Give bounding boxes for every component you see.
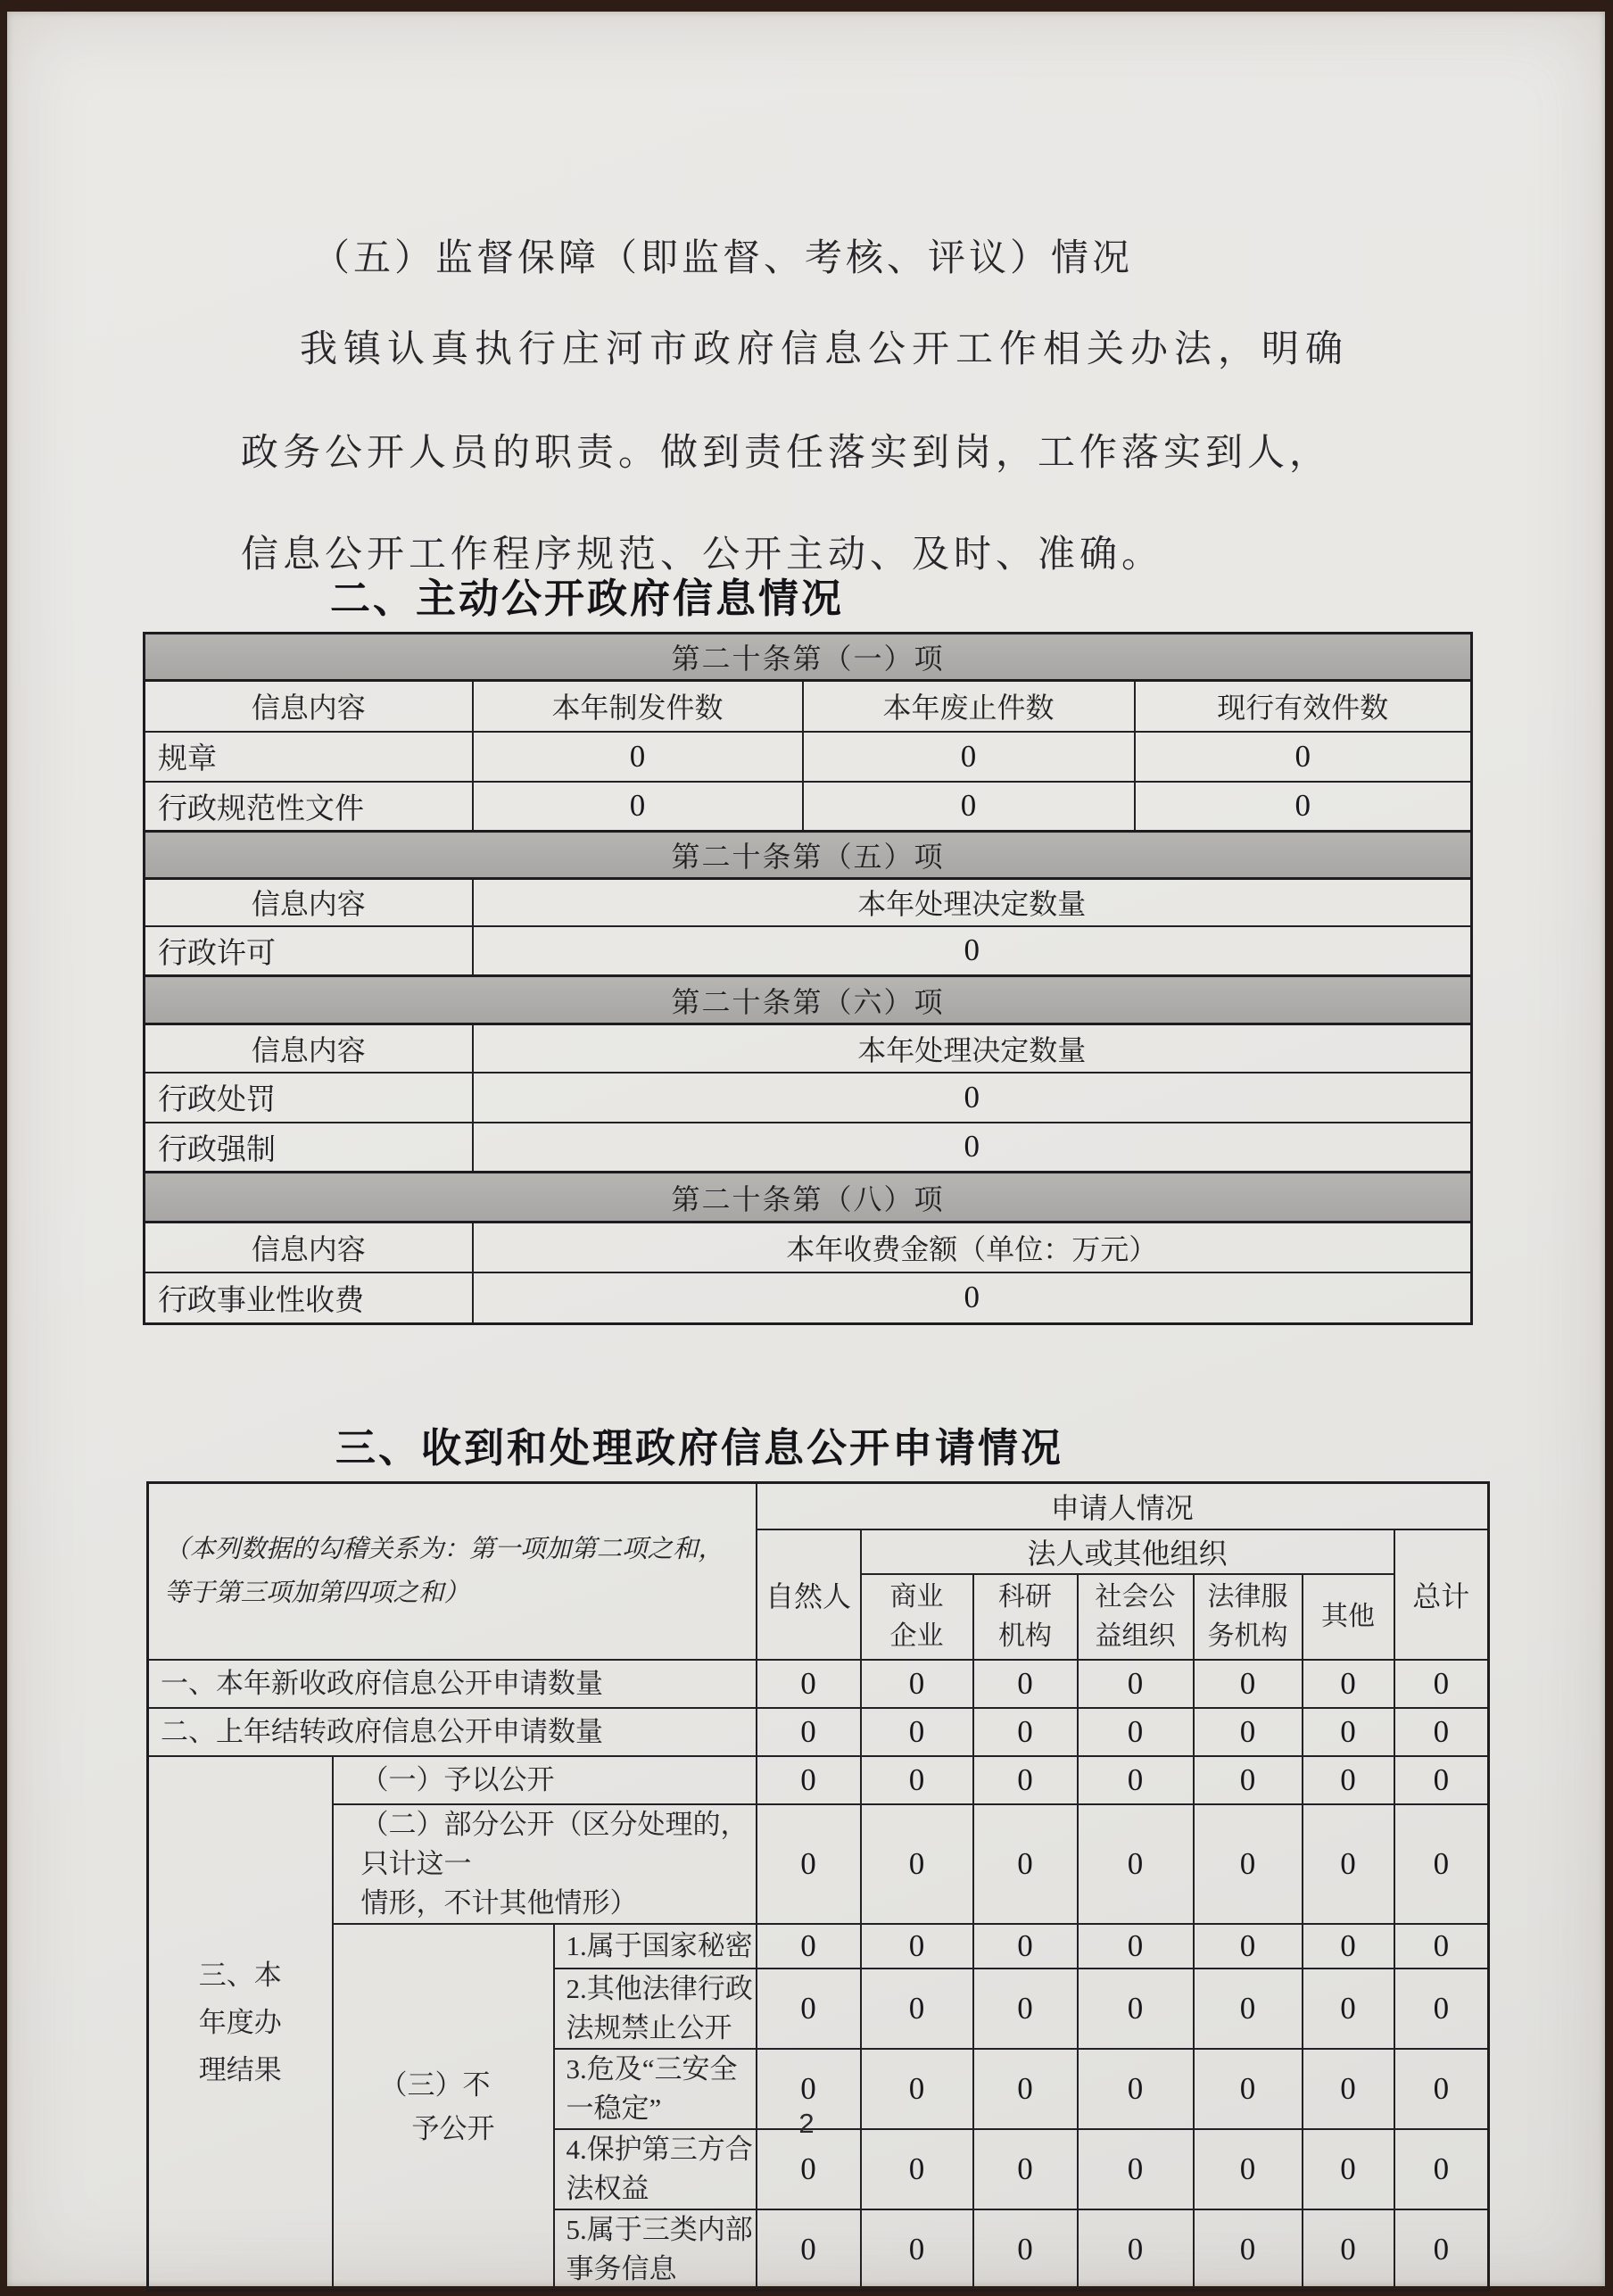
scanned-paper: [7, 12, 1605, 2286]
cell-value: 0: [861, 1924, 973, 1969]
cell-value: 0: [1394, 1969, 1489, 2049]
cell-value: 0: [1303, 1924, 1394, 1969]
cell-value: 0: [861, 2049, 973, 2129]
cell-value: 0: [1394, 1660, 1489, 1708]
cell-value: 0: [1135, 782, 1472, 832]
table-row: [145, 1123, 1472, 1173]
cell-value: 0: [1194, 1660, 1303, 1708]
table-row: [145, 1272, 1472, 1324]
cell-value: 0: [861, 1756, 973, 1804]
requests-table: [146, 1481, 1490, 2292]
cell-value: 0: [973, 1660, 1078, 1708]
intro-line: 我镇认真执行庄河市政府信息公开工作相关办法，明确: [300, 329, 1350, 370]
column-header: 本年处理决定数量: [473, 879, 1472, 926]
cell-value: 0: [1078, 1660, 1194, 1708]
cell-value: 0: [473, 1123, 1472, 1173]
header-line: 企业: [889, 1620, 944, 1651]
row-label: [333, 1804, 757, 1924]
table-row: [145, 976, 1472, 1024]
cell-value: 0: [973, 2129, 1078, 2209]
section-band-article20-1: 第二十条第（一）项: [145, 634, 1472, 681]
table-row: [148, 1756, 1489, 1804]
cell-value: 0: [861, 2209, 973, 2291]
header-line: 商业: [889, 1581, 944, 1612]
subgroup-label-line: 予公开: [411, 2112, 495, 2144]
cell-value: 0: [973, 1804, 1078, 1924]
table-row: [145, 926, 1472, 976]
table-row: [145, 634, 1472, 681]
cell-value: 0: [1194, 2049, 1303, 2129]
cell-value: 0: [973, 1969, 1078, 2049]
table-row: [148, 1483, 1489, 1529]
cell-value: 0: [803, 732, 1135, 782]
header-line: 社会公: [1095, 1581, 1176, 1612]
table-row: [145, 1173, 1472, 1223]
cell-value: 0: [861, 1804, 973, 1924]
cell-value: 0: [1135, 732, 1472, 782]
section-band-article20-8: 第二十条第（八）项: [145, 1173, 1472, 1223]
row-label: 规章: [145, 732, 473, 782]
cell-value: 0: [473, 782, 803, 832]
cell-value: 0: [473, 732, 803, 782]
cell-value: 0: [1194, 1756, 1303, 1804]
column-header-social-org: [1078, 1574, 1194, 1660]
intro-heading: （五）监督保障（即监督、考核、评议）情况: [312, 238, 1134, 279]
row-label: 2.其他法律行政法规禁止公开: [554, 1969, 757, 2049]
cell-value: 0: [973, 2049, 1078, 2129]
cell-value: 0: [973, 1756, 1078, 1804]
cell-value: 0: [803, 782, 1135, 832]
cell-value: 0: [1394, 1756, 1489, 1804]
section2-title: 二、主动公开政府信息情况: [330, 576, 845, 621]
cell-value: 0: [973, 2209, 1078, 2291]
table-row: [148, 1708, 1489, 1756]
intro-line: 信息公开工作程序规范、公开主动、及时、准确。: [241, 535, 1164, 576]
row-label: 行政规范性文件: [145, 782, 473, 832]
cell-value: 0: [1078, 1708, 1194, 1756]
column-header: 本年废止件数: [803, 681, 1135, 732]
row-label: 行政处罚: [145, 1073, 473, 1123]
table-row: [145, 1073, 1472, 1123]
cell-value: 0: [473, 1272, 1472, 1324]
subgroup-label-line: （三）不: [379, 2068, 491, 2101]
cell-value: 0: [757, 2049, 861, 2129]
group-label-line: 三、本: [198, 1960, 282, 1991]
cell-value: 0: [861, 1708, 973, 1756]
cell-value: 0: [757, 2209, 861, 2291]
cell-value: 0: [757, 1756, 861, 1804]
cell-value: 0: [1194, 1804, 1303, 1924]
cell-value: 0: [1303, 2049, 1394, 2129]
column-header: 信息内容: [145, 1223, 473, 1272]
section3-title: 三、收到和处理政府信息公开申请情况: [335, 1425, 1064, 1471]
applicant-header: 申请人情况: [757, 1483, 1489, 1529]
cell-value: 0: [1194, 2129, 1303, 2209]
table-row: [145, 1024, 1472, 1073]
cell-value: 0: [1394, 2129, 1489, 2209]
cell-value: 0: [1303, 1708, 1394, 1756]
cell-value: 0: [473, 1073, 1472, 1123]
cell-value: 0: [861, 1660, 973, 1708]
table-row: [145, 681, 1472, 732]
column-header-other: 其他: [1303, 1574, 1394, 1660]
table-row: [145, 1223, 1472, 1272]
table-row: [148, 1804, 1489, 1924]
cell-value: 0: [1078, 2049, 1194, 2129]
cell-value: 0: [1078, 1804, 1194, 1924]
cell-value: 0: [473, 926, 1472, 976]
cell-value: 0: [1394, 2049, 1489, 2129]
cell-value: 0: [1078, 1756, 1194, 1804]
table-row: [145, 782, 1472, 832]
cell-value: 0: [1394, 1708, 1489, 1756]
header-line: 法律服: [1207, 1581, 1288, 1612]
column-header: 信息内容: [145, 879, 473, 926]
cell-value: 0: [1078, 2129, 1194, 2209]
intro-line: 政务公开人员的职责。做到责任落实到岗，工作落实到人，: [241, 433, 1332, 474]
section-band-article20-6: 第二十条第（六）项: [145, 976, 1472, 1024]
cell-value: 0: [1194, 1924, 1303, 1969]
cell-value: 0: [1303, 1804, 1394, 1924]
cell-value: 0: [757, 1708, 861, 1756]
group-label-annual-results: [148, 1756, 333, 2291]
proactive-disclosure-table: [143, 632, 1473, 1325]
cell-value: 0: [1394, 1924, 1489, 1969]
column-header-research: [973, 1574, 1078, 1660]
row-label: 一、本年新收政府信息公开申请数量: [148, 1660, 757, 1708]
cell-value: 0: [1303, 1969, 1394, 2049]
header-line: 务机构: [1207, 1620, 1288, 1651]
column-header: 信息内容: [145, 1024, 473, 1073]
column-header-legal-service: [1194, 1574, 1303, 1660]
reconciliation-note: [148, 1483, 757, 1660]
row-label: 二、上年结转政府信息公开申请数量: [148, 1708, 757, 1756]
group-label-line: 理结果: [198, 2054, 282, 2085]
cell-value: 0: [1394, 2209, 1489, 2291]
note-line: （本列数据的勾稽关系为：第一项加第二项之和，: [164, 1535, 724, 1563]
row-label-line: 情形，不计其他情形）: [360, 1886, 638, 1919]
cell-value: 0: [757, 2129, 861, 2209]
row-label: 4.保护第三方合法权益: [554, 2129, 757, 2209]
row-label-line: （二）部分公开（区分处理的，只计这一: [360, 1808, 749, 1879]
cell-value: 0: [1078, 1969, 1194, 2049]
row-label: 行政事业性收费: [145, 1272, 473, 1324]
cell-value: 0: [1194, 2209, 1303, 2291]
cell-value: 0: [1303, 1756, 1394, 1804]
column-header: 现行有效件数: [1135, 681, 1472, 732]
cell-value: 0: [1194, 1969, 1303, 2049]
cell-value: 0: [1303, 2129, 1394, 2209]
cell-value: 0: [973, 1924, 1078, 1969]
section-band-article20-5: 第二十条第（五）项: [145, 832, 1472, 879]
cell-value: 0: [973, 1708, 1078, 1756]
row-label: 行政许可: [145, 926, 473, 976]
column-header-natural-person: 自然人: [757, 1529, 861, 1660]
table-row: [148, 1924, 1489, 1969]
cell-value: 0: [757, 1804, 861, 1924]
column-header-commercial: [861, 1574, 973, 1660]
row-label: 1.属于国家秘密: [554, 1924, 757, 1969]
subgroup-label-not-disclosed: [333, 1924, 554, 2291]
row-label: （一）予以公开: [333, 1756, 757, 1804]
cell-value: 0: [861, 2129, 973, 2209]
column-header: 本年处理决定数量: [473, 1024, 1472, 1073]
cell-value: 0: [1078, 2209, 1194, 2291]
row-label: 5.属于三类内部事务信息: [554, 2209, 757, 2291]
column-header: 信息内容: [145, 681, 473, 732]
cell-value: 0: [757, 1924, 861, 1969]
row-label: 3.危及“三安全一稳定”: [554, 2049, 757, 2129]
cell-value: 0: [1194, 1708, 1303, 1756]
column-header-total: 总计: [1394, 1529, 1489, 1660]
table-row: [148, 1660, 1489, 1708]
column-header: 本年收费金额（单位：万元）: [473, 1223, 1472, 1272]
cell-value: 0: [1303, 2209, 1394, 2291]
column-header-legal-entity: 法人或其他组织: [861, 1529, 1394, 1574]
cell-value: 0: [861, 1969, 973, 2049]
cell-value: 0: [1303, 1660, 1394, 1708]
header-line: 科研: [998, 1581, 1053, 1612]
column-header: 本年制发件数: [473, 681, 803, 732]
cell-value: 0: [1078, 1924, 1194, 1969]
cell-value: 0: [757, 1660, 861, 1708]
table-row: [145, 879, 1472, 926]
header-line: 机构: [998, 1620, 1053, 1651]
cell-value: 0: [1394, 1804, 1489, 1924]
table-row: [145, 732, 1472, 782]
table-row: [145, 832, 1472, 879]
page-number: 2: [798, 2108, 815, 2139]
cell-value: 0: [757, 1969, 861, 2049]
header-line: 益组织: [1095, 1620, 1176, 1651]
note-line: 等于第三项加第四项之和）: [164, 1579, 470, 1607]
group-label-line: 年度办: [198, 2007, 282, 2038]
row-label: 行政强制: [145, 1123, 473, 1173]
